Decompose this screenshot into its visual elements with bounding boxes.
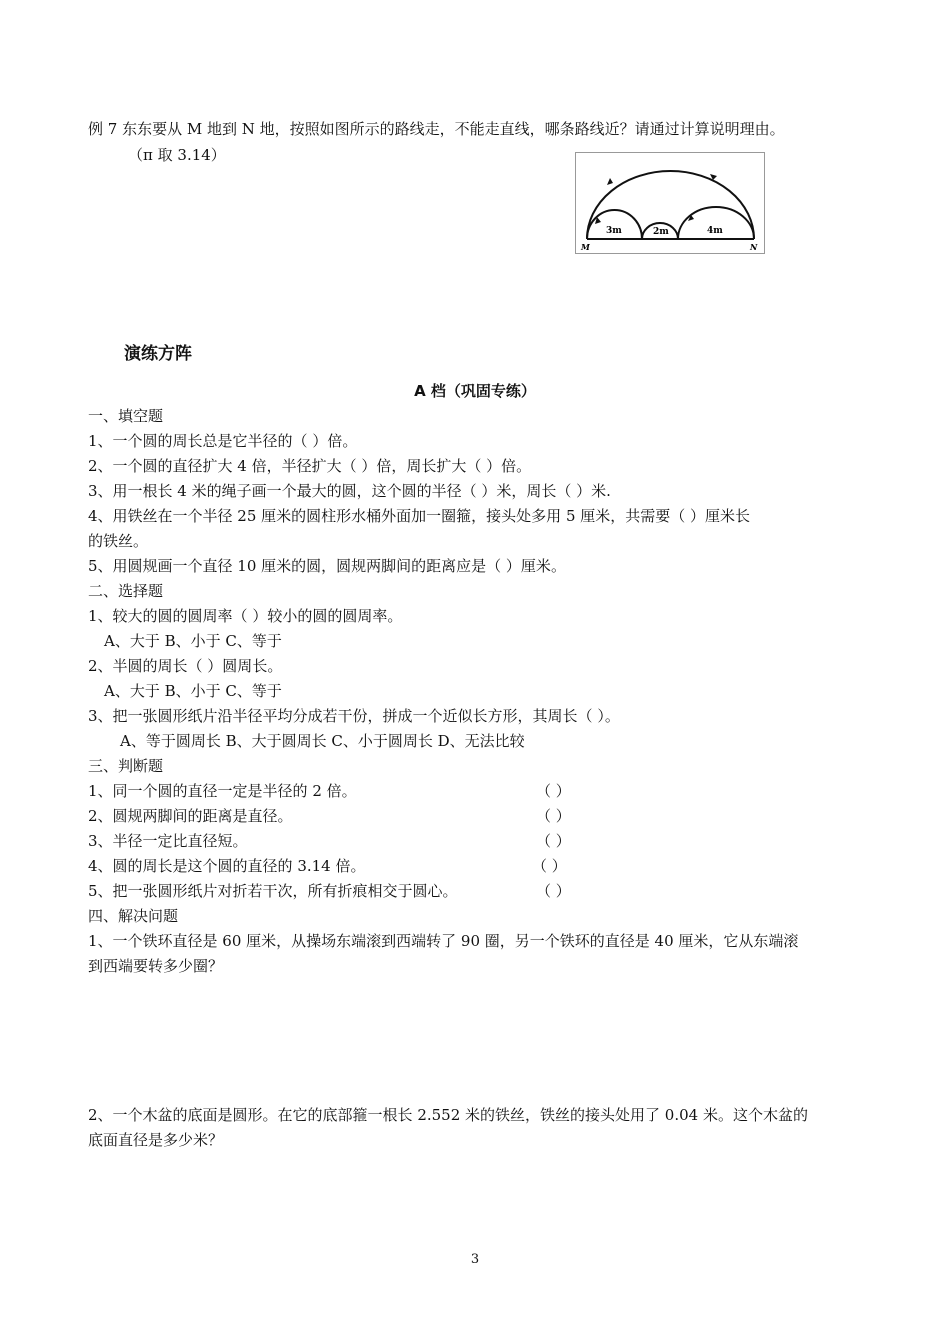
part1-q4-line1: 4、用铁丝在一个半径 25 厘米的圆柱形水桶外面加一圈箍，接头处多用 5 厘米，共需要（ ）厘米长 <box>88 507 751 525</box>
judge-bracket-2: （ ） <box>536 807 571 825</box>
part4-q2-line1: 2、一个木盆的底面是圆形。在它的底部箍一根长 2.552 米的铁丝，铁丝的接头处用了 0.04 米。这个木盆的 <box>88 1106 808 1124</box>
label-point-n: N <box>750 242 758 252</box>
label-2m: 2m <box>653 227 669 237</box>
part1-heading: 一、填空题 <box>88 407 164 425</box>
part3-heading: 三、判断题 <box>88 757 164 775</box>
part1-q2: 2、一个圆的直径扩大 4 倍，半径扩大（ ）倍，周长扩大（ ）倍。 <box>88 457 532 475</box>
judge-item-2: 2、圆规两脚间的距离是直径。 <box>88 807 293 825</box>
section-title: 演练方阵 <box>124 344 192 364</box>
judge-bracket-5: （ ） <box>536 882 571 900</box>
page-number: 3 <box>470 1252 480 1267</box>
label-3m: 3m <box>606 226 622 236</box>
part1-q3: 3、用一根长 4 米的绳子画一个最大的圆，这个圆的半径（ ）米，周长（ ）米. <box>88 482 611 500</box>
part2-q1-options: A、大于 B、小于 C、等于 <box>104 632 282 650</box>
arrow-large-left <box>607 178 613 185</box>
example-7-line2: （π 取 3.14） <box>128 146 226 164</box>
semicircle-route-diagram <box>576 153 764 253</box>
part2-q3-options: A、等于圆周长 B、大于圆周长 C、小于圆周长 D、无法比较 <box>120 732 525 750</box>
route-figure <box>575 152 765 254</box>
part2-q2: 2、半圆的周长（ ）圆周长。 <box>88 657 283 675</box>
part2-heading: 二、选择题 <box>88 582 164 600</box>
judge-bracket-3: （ ） <box>536 832 571 850</box>
example-7-line1: 例 7 东东要从 M 地到 N 地，按照如图所示的路线走，不能走直线，哪条路线近？请通过计算说明理由。 <box>88 120 785 138</box>
part4-q1-line2: 到西端要转多少圈？ <box>88 957 224 975</box>
judge-bracket-1: （ ） <box>536 782 571 800</box>
part2-q2-options: A、大于 B、小于 C、等于 <box>104 682 282 700</box>
judge-item-3: 3、半径一定比直径短。 <box>88 832 248 850</box>
part1-q1: 1、一个圆的周长总是它半径的（ ）倍。 <box>88 432 358 450</box>
part1-q5: 5、用圆规画一个直径 10 厘米的圆，圆规两脚间的距离应是（ ）厘米。 <box>88 557 566 575</box>
part2-q3: 3、把一张圆形纸片沿半径平均分成若干份，拼成一个近似长方形，其周长（ ）。 <box>88 707 620 725</box>
label-point-m: M <box>581 242 590 252</box>
level-title: A 档（巩固专练） <box>414 382 536 400</box>
judge-bracket-4: （ ） <box>532 857 567 875</box>
part4-q2-line2: 底面直径是多少米？ <box>88 1131 224 1149</box>
part1-q4-line2: 的铁丝。 <box>88 532 149 550</box>
label-4m: 4m <box>707 226 723 236</box>
judge-item-4: 4、圆的周长是这个圆的直径的 3.14 倍。 <box>88 857 366 875</box>
part2-q1: 1、较大的圆的圆周率（ ）较小的圆的圆周率。 <box>88 607 403 625</box>
part4-q1-line1: 1、一个铁环直径是 60 厘米，从操场东端滚到西端转了 90 圈，另一个铁环的直径是 40 厘米，它从东端滚 <box>88 932 799 950</box>
judge-item-5: 5、把一张圆形纸片对折若干次，所有折痕相交于圆心。 <box>88 882 458 900</box>
judge-item-1: 1、同一个圆的直径一定是半径的 2 倍。 <box>88 782 357 800</box>
part4-heading: 四、解决问题 <box>88 907 179 925</box>
